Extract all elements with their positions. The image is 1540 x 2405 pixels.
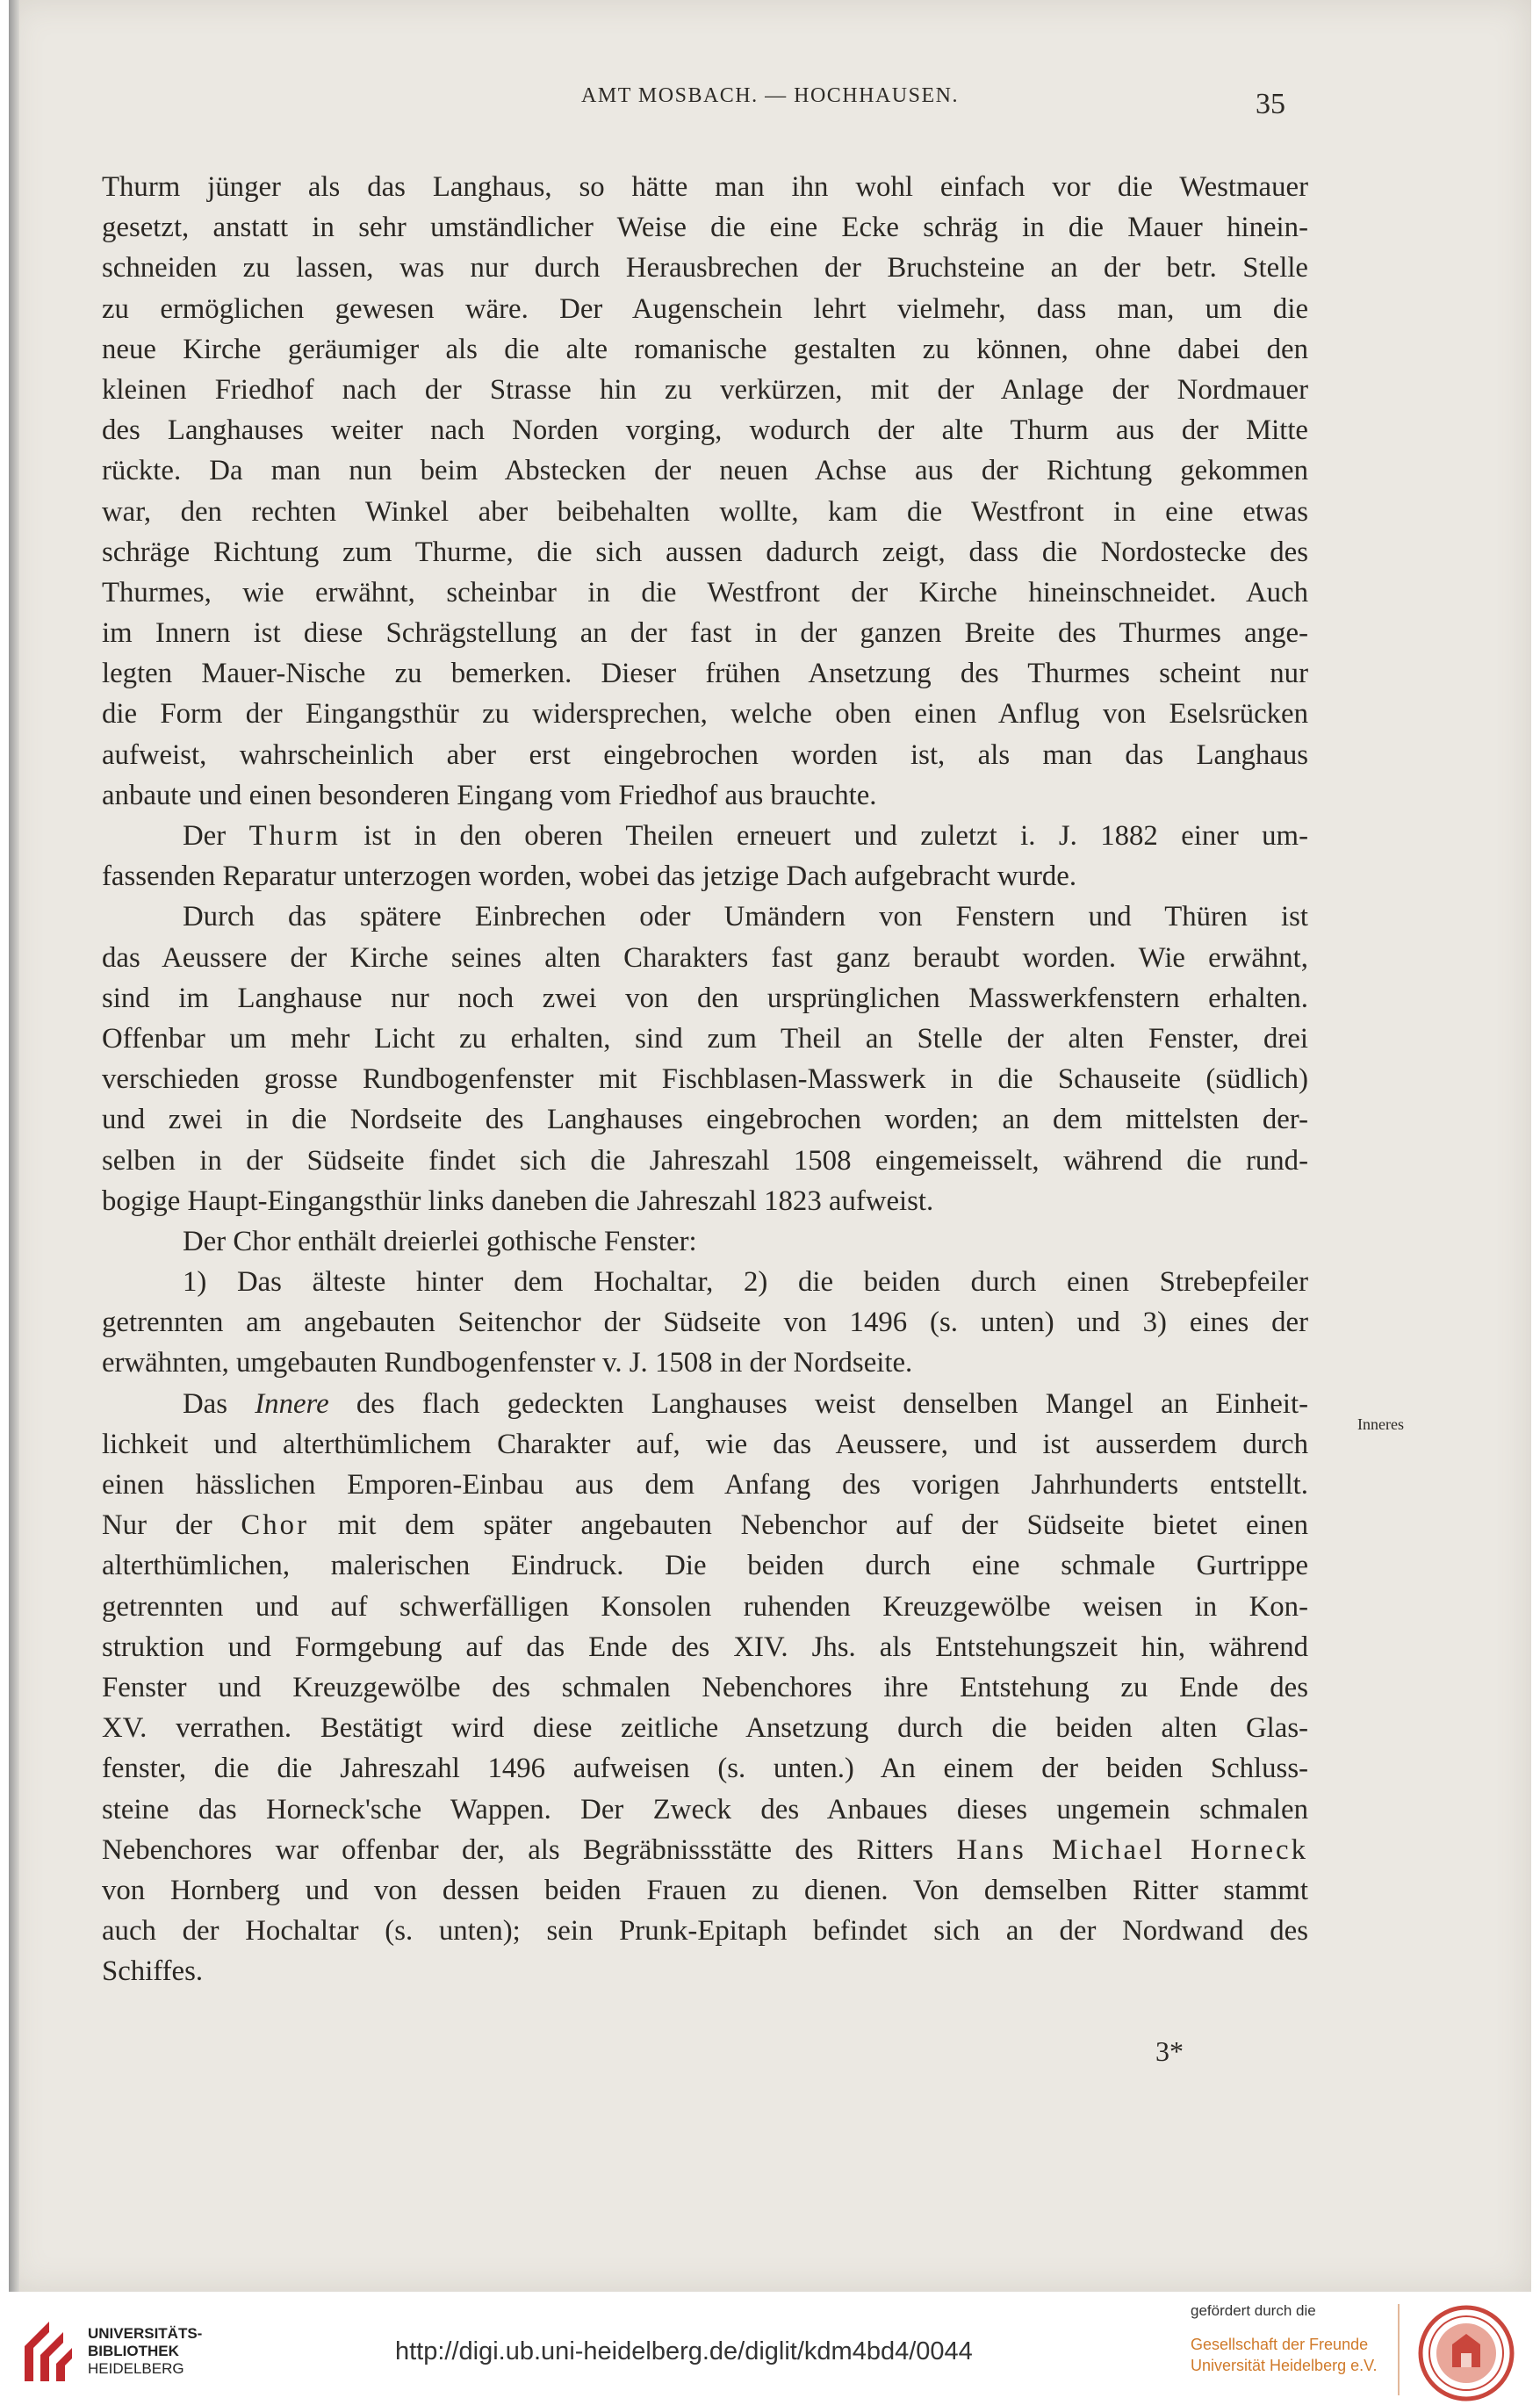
text-line: das Aeussere der Kirche seines alten Charakters fast ganz beraubt worden. Wie erwähnt, xyxy=(102,941,1308,974)
text-line: neue Kirche geräumiger als die alte romanische gestalten zu können, ohne dabei den xyxy=(102,333,1308,365)
text-line: im Innern ist diese Schrägstellung an der fast in der ganzen Breite des Thurmes ange- xyxy=(102,617,1308,650)
text-line: einen hässlichen Emporen-Einbau aus dem Anfang des vorigen Jahrhunderts entstellt. xyxy=(102,1469,1308,1501)
text-line xyxy=(102,1384,1308,1424)
text-line: rückte. Da man nun beim Abstecken der neuen Achse aus der Richtung gekommen xyxy=(102,455,1308,487)
text-fragment: Der xyxy=(183,820,227,852)
text-line xyxy=(102,1505,1308,1545)
spaced-term: Chor xyxy=(241,1509,309,1542)
text-line: und zwei in die Nordseite des Langhauses eingebrochen worden; an dem mittelsten der- xyxy=(102,1104,1308,1136)
margin-note: Inneres xyxy=(1357,1415,1404,1433)
text-line: struktion und Formgebung auf das Ende des XIV. Jhs. als Entstehungszeit hin, während xyxy=(102,1631,1308,1663)
permalink-url[interactable]: http://digi.ub.uni-heidelberg.de/diglit/kdm4bd4/0044 xyxy=(395,2337,973,2365)
society-line: Gesellschaft der Freunde xyxy=(1191,2336,1369,2353)
page-number: 35 xyxy=(1256,88,1285,120)
signature-mark: 3* xyxy=(1155,2035,1184,2067)
body-text xyxy=(102,167,1308,1991)
text-line: Durch das spätere Einbrechen oder Umändern von Fenstern und Thüren ist xyxy=(183,901,1308,933)
text-line: aufweist, wahrscheinlich aber erst eingebrochen worden ist, als man das Langhaus xyxy=(102,738,1308,771)
spaced-term: Thurm xyxy=(248,820,341,852)
footer-bar xyxy=(0,2292,1540,2405)
text-line: fenster, die die Jahreszahl 1496 aufweisen (s. unten.) An einem der beiden Schluss- xyxy=(102,1753,1308,1785)
text-line: Thurmes, wie erwähnt, scheinbar in die Westfront der Kirche hineinschneidet. Auch xyxy=(102,576,1308,608)
text-line: legten Mauer-Nische zu bemerken. Dieser frühen Ansetzung des Thurmes scheint nur xyxy=(102,658,1308,690)
text-line: alterthümlichen, malerischen Eindruck. Die beiden durch eine schmale Gurtrippe xyxy=(102,1550,1308,1582)
text-line: getrennten am angebauten Seitenchor der Südseite von 1496 (s. unten) und 3) eines der xyxy=(102,1307,1308,1339)
text-line: Der Chor enthält dreierlei gothische Fenster: xyxy=(183,1225,697,1257)
text-fragment: Nur der xyxy=(102,1509,212,1542)
text-line: auch der Hochaltar (s. unten); sein Prunk-Epitaph befindet sich an der Nordwand des xyxy=(102,1915,1308,1948)
text-line: XV. verrathen. Bestätigt wird diese zeitliche Ansetzung durch die beiden alten Glas- xyxy=(102,1712,1308,1745)
text-line: des Langhauses weiter nach Norden vorging, wodurch der alte Thurm aus der Mitte xyxy=(102,414,1308,447)
university-seal-icon xyxy=(1417,2304,1515,2402)
society-line: Universität Heidelberg e.V. xyxy=(1191,2357,1378,2374)
running-title: AMT MOSBACH. — HOCHHAUSEN. xyxy=(581,84,959,107)
text-fragment: ist in den oberen Theilen erneuert und zuletzt i. J. 1882 einer um- xyxy=(363,820,1308,852)
text-line: selben in der Südseite findet sich die Jahreszahl 1508 eingemeisselt, während die rund- xyxy=(102,1144,1308,1177)
society-name xyxy=(1191,2334,1377,2376)
text-line: fassenden Reparatur unterzogen worden, wobei das jetzige Dach aufgebracht wurde. xyxy=(102,860,1077,893)
text-fragment: Nebenchores war offenbar der, als Begräbnissstätte des Ritters xyxy=(102,1833,933,1866)
text-fragment: des flach gedeckten Langhauses weist denselben Mangel an Einheit- xyxy=(356,1387,1308,1420)
library-line: BIBLIOTHEK xyxy=(88,2343,179,2359)
text-line: die Form der Eingangsthür zu widersprechen, welche oben einen Anflug von Eselsrücken xyxy=(102,698,1308,731)
scan-edge xyxy=(9,0,19,2292)
text-line: zu ermöglichen gewesen wäre. Der Augenschein lehrt vielmehr, dass man, um die xyxy=(102,292,1308,325)
text-line: Schiffes. xyxy=(102,1955,204,1988)
text-line xyxy=(102,816,1308,856)
text-line: erwähnten, umgebauten Rundbogenfenster v. J. 1508 in der Nordseite. xyxy=(102,1347,913,1379)
library-line: UNIVERSITÄTS- xyxy=(88,2325,203,2342)
footer-divider xyxy=(1398,2304,1400,2395)
text-fragment: Das xyxy=(183,1387,228,1420)
library-name xyxy=(88,2325,202,2378)
text-line: schneiden zu lassen, was nur durch Herausbrechen der Bruchsteine an der betr. Stelle xyxy=(102,252,1308,284)
text-line xyxy=(102,1830,1308,1870)
text-line: 1) Das älteste hinter dem Hochaltar, 2) die beiden durch einen Strebepfeiler xyxy=(183,1266,1308,1299)
text-line: anbaute und einen besonderen Eingang vom Friedhof aus brauchte. xyxy=(102,779,877,811)
text-line: lichkeit und alterthümlichem Charakter auf, wie das Aeussere, und ist ausserdem durch xyxy=(102,1428,1308,1460)
text-line: verschieden grosse Rundbogenfenster mit Fischblasen-Masswerk in die Schauseite (südlich) xyxy=(102,1063,1308,1096)
spaced-name: Hans Michael Horneck xyxy=(956,1833,1308,1866)
text-line: Thurm jünger als das Langhaus, so hätte man ihn wohl einfach vor die Westmauer xyxy=(102,171,1308,203)
text-line: Offenbar um mehr Licht zu erhalten, sind zum Theil an Stelle der alten Fenster, drei xyxy=(102,1022,1308,1055)
text-line: Fenster und Kreuzgewölbe des schmalen Nebenchores ihre Entstehung zu Ende des xyxy=(102,1671,1308,1703)
italic-term: Innere xyxy=(255,1387,329,1420)
text-line: kleinen Friedhof nach der Strasse hin zu verkürzen, mit der Anlage der Nordmauer xyxy=(102,373,1308,406)
text-line: getrennten und auf schwerfälligen Konsolen ruhenden Kreuzgewölbe weisen in Kon- xyxy=(102,1590,1308,1623)
text-line: schräge Richtung zum Thurme, die sich aussen dadurch zeigt, dass die Nordostecke des xyxy=(102,536,1308,568)
text-line: gesetzt, anstatt in sehr umständlicher Weise die eine Ecke schräg in die Mauer hinein- xyxy=(102,212,1308,244)
text-line: war, den rechten Winkel aber beibehalten wollte, kam die Westfront in eine etwas xyxy=(102,495,1308,528)
text-line: sind im Langhause nur noch zwei von den ursprünglichen Masswerkfenstern erhalten. xyxy=(102,982,1308,1014)
ub-logo-icon xyxy=(18,2311,79,2387)
library-line: HEIDELBERG xyxy=(88,2360,184,2377)
text-line: steine das Horneck'sche Wappen. Der Zweck des Anbaues dieses ungemein schmalen xyxy=(102,1793,1308,1825)
funded-by-label: gefördert durch die xyxy=(1191,2302,1316,2319)
text-fragment: mit dem später angebauten Nebenchor auf der Südseite bietet einen xyxy=(337,1509,1309,1542)
text-line: von Hornberg und von dessen beiden Frauen zu dienen. Von demselben Ritter stammt xyxy=(102,1874,1308,1906)
text-line: bogige Haupt-Eingangsthür links daneben die Jahreszahl 1823 aufweist. xyxy=(102,1184,934,1217)
